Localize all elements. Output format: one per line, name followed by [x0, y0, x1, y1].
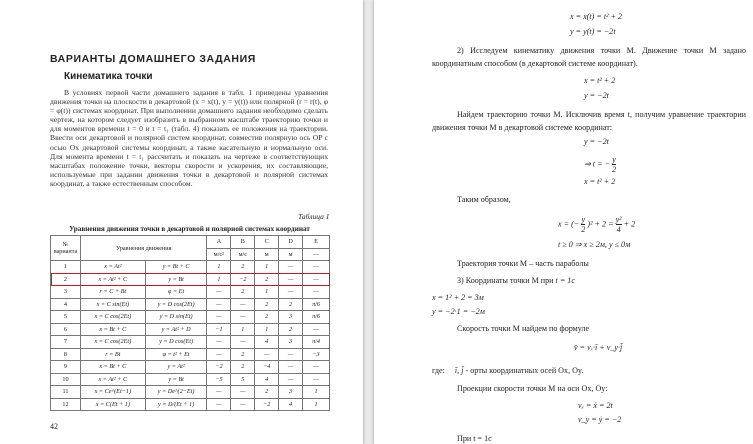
table-cell-b: 2 — [231, 361, 255, 374]
header-b: B — [231, 236, 255, 249]
table-cell-c: 2 — [255, 298, 279, 311]
table-cell-b: — — [231, 311, 255, 324]
table-cell-e: — — [303, 373, 330, 386]
table-cell-eq2: y = Bt + C — [145, 261, 207, 274]
unit-e: — — [303, 248, 330, 261]
table-cell-d: — — [279, 348, 303, 361]
table-cell-n: 9 — [51, 361, 81, 374]
table-cell-eq2: y = D/(Et + 1) — [145, 398, 207, 411]
table-cell-n: 6 — [51, 323, 81, 336]
table-cell-d: 2 — [279, 323, 303, 336]
table-cell-c: 4 — [255, 373, 279, 386]
table-cell-eq1: x = C cos(2Et) — [80, 311, 145, 324]
table-cell-d: — — [279, 286, 303, 299]
table-cell-d: 3 — [279, 336, 303, 349]
table-cell-b: 5 — [231, 373, 255, 386]
eq-y-of-t: y = y(t) = −2t — [570, 27, 616, 36]
table-cell-d: — — [279, 273, 303, 286]
table-row — [51, 348, 330, 361]
table-cell-eq2: y = De^(2−Et) — [145, 386, 207, 399]
table-cell-c: 2 — [255, 273, 279, 286]
table-cell-eq1: x = At² — [80, 261, 145, 274]
table-cell-d: — — [279, 373, 303, 386]
table-cell-d: 3 — [279, 386, 303, 399]
header-a: A — [207, 236, 231, 249]
table-caption: Таблица 1 — [298, 212, 330, 221]
eq-x-of-t: x = x(t) = t² + 2 — [570, 12, 623, 21]
table-cell-eq2: y = Bt — [145, 273, 207, 286]
table-cell-n: 10 — [51, 373, 81, 386]
table-cell-a: −2 — [207, 361, 231, 374]
table-cell-e: 1 — [303, 398, 330, 411]
table-cell-b: −2 — [231, 273, 255, 286]
left-book-page — [0, 0, 363, 444]
table-row — [51, 273, 330, 286]
table-cell-a: — — [207, 336, 231, 349]
table-cell-eq1: x = C sin(Et) — [80, 298, 145, 311]
table-cell-b: 2 — [231, 261, 255, 274]
table-cell-c: 1 — [255, 323, 279, 336]
table-row — [51, 398, 330, 411]
table-cell-a: 1 — [207, 273, 231, 286]
table-cell-c: −4 — [255, 361, 279, 374]
table-cell-a: — — [207, 286, 231, 299]
paragraph-kinematics: 2) Исследуем кинематику движения точки М. Движение точки М задано координатным способом (в декартовой системе координат). — [432, 46, 746, 68]
table-cell-c: 2 — [255, 386, 279, 399]
projections-heading: Проекции скорости точки М на оси Ox, Oy: — [457, 384, 608, 393]
table-cell-e: — — [303, 286, 330, 299]
system2-y: y = −2t — [584, 137, 609, 146]
table-row — [51, 286, 330, 299]
header-variant: № варианта — [51, 236, 81, 261]
table-row — [51, 361, 330, 374]
table-cell-c: — — [255, 348, 279, 361]
table-cell-n: 11 — [51, 386, 81, 399]
vy-equation: v_y = ẏ = −2 — [578, 415, 622, 424]
table-row — [51, 373, 330, 386]
system1-x: x = t² + 2 — [584, 76, 616, 85]
table-cell-eq2: φ = Et — [145, 286, 207, 299]
coords-heading: 3) Координаты точки М при t = 1c — [457, 276, 575, 285]
table-cell-n: 1 — [51, 261, 81, 274]
table-cell-a: −5 — [207, 373, 231, 386]
table-cell-n: 2 — [51, 273, 81, 286]
table-cell-eq1: x = C(Et + 1) — [80, 398, 145, 411]
table-cell-c: 1 — [255, 261, 279, 274]
table-cell-d: 4 — [279, 398, 303, 411]
right-document-page — [374, 0, 753, 444]
system1-y: y = −2t — [584, 91, 609, 100]
table-cell-b: 2 — [231, 348, 255, 361]
table-cell-eq1: r = C + Bt — [80, 286, 145, 299]
header-e: E — [303, 236, 330, 249]
table-cell-d: 3 — [279, 311, 303, 324]
table-cell-eq2: y = At² — [145, 361, 207, 374]
table-cell-eq1: x = Bt + C — [80, 323, 145, 336]
table-cell-c: 1 — [255, 286, 279, 299]
header-d: D — [279, 236, 303, 249]
speed-heading: Скорость точки М найдем по формуле — [457, 324, 590, 333]
section-title: ВАРИАНТЫ ДОМАШНЕГО ЗАДАНИЯ — [50, 53, 256, 65]
vx-equation: vₓ = ẋ = 2t — [578, 401, 613, 410]
unit-b: м/с — [231, 248, 255, 261]
table-cell-eq2: y = D cos(2Et) — [145, 298, 207, 311]
system2-t-lhs: ⇒ t = − — [584, 159, 611, 169]
result-equation: x = (− $\frac{y}{2}$ )² + 2 = $\frac{\text{y²}}{4}$ + 2 — [558, 215, 636, 234]
table-cell-b: — — [231, 298, 255, 311]
table-cell-eq2: y = At² + D — [145, 323, 207, 336]
table-cell-eq1: x = C cos(2Et) — [80, 336, 145, 349]
motion-equations-table — [50, 235, 330, 411]
table-title: Уравнения движения точки в декартовой и полярной системах координат — [69, 225, 310, 233]
table-cell-e: 1 — [303, 386, 330, 399]
table-cell-d: — — [279, 261, 303, 274]
subsection-title: Кинематика точки — [64, 71, 153, 82]
table-cell-eq1: r = Bt — [80, 348, 145, 361]
table-cell-d: — — [279, 361, 303, 374]
unit-vectors-note: где: ī, j̄ - орты координатных осей Ox, Oy. — [432, 366, 584, 375]
table-cell-a: — — [207, 298, 231, 311]
table-cell-c: 2 — [255, 311, 279, 324]
table-cell-n: 12 — [51, 398, 81, 411]
table-row — [51, 386, 330, 399]
table-cell-e: π/6 — [303, 311, 330, 324]
table-row — [51, 311, 330, 324]
table-cell-c: −2 — [255, 398, 279, 411]
page-number: 42 — [50, 422, 58, 431]
table-row — [51, 323, 330, 336]
table-cell-c: 4 — [255, 336, 279, 349]
fraction-y2-over-4: $\frac{\text{y²}}{4}$ — [615, 215, 622, 234]
table-cell-eq1: x = At² + C — [80, 273, 145, 286]
table-cell-e: π/6 — [303, 298, 330, 311]
table-cell-eq1: x = Ce^(Et−1) — [80, 386, 145, 399]
table-cell-a: — — [207, 348, 231, 361]
table-cell-e: −3 — [303, 348, 330, 361]
table-cell-b: — — [231, 336, 255, 349]
table-cell-eq2: y = Bt — [145, 373, 207, 386]
fraction-y-over-2: $\frac{y}{2}$ — [612, 155, 617, 174]
table-cell-b: — — [231, 398, 255, 411]
table-cell-n: 5 — [51, 311, 81, 324]
table-row — [51, 336, 330, 349]
coord-x: x = 1² + 2 = 3м — [432, 293, 484, 302]
table-cell-e: — — [303, 323, 330, 336]
table-cell-e: π/4 — [303, 336, 330, 349]
table-cell-eq1: x = Bt + C — [80, 361, 145, 374]
header-equations: Уравнения движения — [80, 236, 207, 261]
table-cell-a: — — [207, 398, 231, 411]
table-cell-b: 1 — [231, 323, 255, 336]
table-cell-a: — — [207, 311, 231, 324]
coord-y: y = −2·1 = −2м — [432, 307, 485, 316]
table-cell-n: 8 — [51, 348, 81, 361]
thus-label: Таким образом, — [457, 195, 511, 204]
parabola-note: Траектория точки М – часть параболы — [457, 259, 589, 268]
table-cell-eq2: φ = t² + Et — [145, 348, 207, 361]
velocity-formula: v̄ = vₓ·ī + v_y·j̄ — [574, 343, 623, 352]
table-cell-d: 2 — [279, 298, 303, 311]
table-cell-a: — — [207, 386, 231, 399]
table-cell-e: — — [303, 261, 330, 274]
table-header-row — [51, 236, 330, 249]
table-cell-eq1: x = At² + C — [80, 373, 145, 386]
unit-a: м/с² — [207, 248, 231, 261]
table-cell-e: — — [303, 273, 330, 286]
table-cell-n: 3 — [51, 286, 81, 299]
header-c: C — [255, 236, 279, 249]
system2-t — [584, 155, 616, 174]
unit-c: м — [255, 248, 279, 261]
system2-x: x = t² + 2 — [584, 177, 616, 186]
table-cell-eq2: y = D sin(Et) — [145, 311, 207, 324]
table-row — [51, 298, 330, 311]
at-time-label: При t = 1c — [457, 434, 492, 443]
table-cell-b: — — [231, 386, 255, 399]
table-cell-eq2: y = D cos(Et) — [145, 336, 207, 349]
table-cell-n: 4 — [51, 298, 81, 311]
table-cell-e: — — [303, 361, 330, 374]
fraction-y-over-2-b: $\frac{y}{2}$ — [581, 215, 586, 234]
table-cell-a: −1 — [207, 323, 231, 336]
table-row — [51, 261, 330, 274]
result-condition: t ≥ 0 ⇒ x ≥ 2м, y ≤ 0м — [558, 240, 631, 249]
table-cell-a: 1 — [207, 261, 231, 274]
unit-d: м — [279, 248, 303, 261]
paragraph-trajectory: Найдем траекторию точки М. Исключив время t, получим уравнение траектории движения точки М в декартовой системе координат: — [432, 110, 746, 132]
table-cell-b: 2 — [231, 286, 255, 299]
intro-paragraph: В условиях первой части домашнего задания в табл. 1 приведены уравнения движения точки на плоскости в декартовой (x = x(t), y = y(t)) или полярной (r = r(t), φ = φ(t)) системах координат. При выполнении домашнего задания необходимо сделать чертеж, на котором следует изобразить в выбранном масштабе траекторию точки и для моментов времени t = 0 и t = t₁ (табл. 4) показать ее положения на траектории. Ввести оси декартовой и полярной систем координат, совместив полярную ось OP с осью Ox декартовой системы координат, а также касательную и нормальную оси. Для момента времени t = t₁ рассчитать и показать на чертеже в соответствующих масштабах положение точки, векторы скорости и ускорения, их составляющие, используемые при задании движения точки в декартовой и полярной системах координат, а также естественным способом. — [50, 88, 328, 188]
table-cell-n: 7 — [51, 336, 81, 349]
